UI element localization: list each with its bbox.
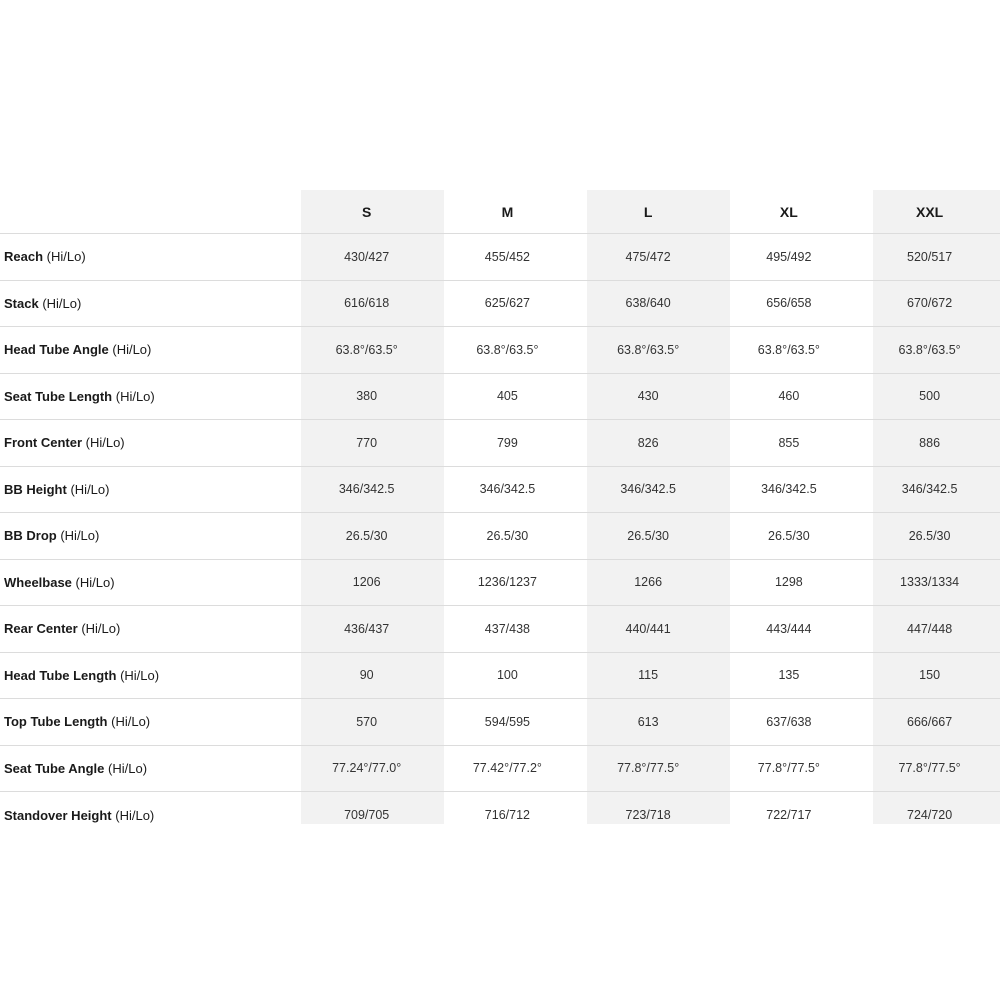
cell-value: 1266	[634, 575, 663, 590]
cell-value: 436/437	[344, 621, 390, 636]
row-label-name: Reach	[4, 249, 44, 265]
row-label-name: BB Drop	[4, 528, 57, 544]
cell-value: 443/444	[766, 621, 812, 636]
cell-value: 135	[778, 668, 800, 683]
table-header-row	[0, 190, 1000, 234]
cell-value: 77.8°/77.5°	[757, 761, 820, 776]
cell-value: 63.8°/63.5°	[335, 342, 398, 357]
cell-value: 495/492	[766, 249, 812, 264]
table-row	[0, 234, 1000, 281]
cell-value: 77.24°/77.0°	[332, 761, 402, 776]
cell-value: 346/342.5	[479, 482, 536, 497]
cell-value: 430	[637, 389, 659, 404]
cell-value: 625/627	[484, 296, 530, 311]
cell-value: 26.5/30	[486, 528, 529, 543]
cell-value: 115	[638, 668, 659, 683]
row-label	[0, 482, 296, 497]
table-row	[0, 746, 1000, 793]
row-label	[0, 668, 296, 683]
row-label-name: BB Height	[4, 481, 67, 497]
row-label	[0, 575, 296, 590]
cell-value: 63.8°/63.5°	[476, 342, 539, 357]
row-label	[0, 621, 296, 636]
table-row	[0, 281, 1000, 328]
row-label-name: Front Center	[4, 435, 82, 451]
cell-value: 770	[356, 435, 378, 450]
cell-value: 405	[496, 389, 518, 404]
cell-value: 440/441	[625, 621, 671, 636]
row-label-suffix: (Hi/Lo)	[46, 249, 86, 265]
cell-value: 346/342.5	[620, 482, 676, 497]
table-row	[0, 792, 1000, 824]
table-row	[0, 420, 1000, 467]
cell-value: 77.42°/77.2°	[472, 761, 542, 776]
row-label-suffix: (Hi/Lo)	[111, 714, 151, 730]
row-label-name: Wheelbase	[4, 574, 72, 590]
cell-value: 886	[919, 435, 941, 450]
row-label-suffix: (Hi/Lo)	[108, 760, 148, 776]
row-label-suffix: (Hi/Lo)	[85, 435, 125, 451]
cell-value: 430/427	[344, 249, 390, 264]
row-label-suffix: (Hi/Lo)	[115, 807, 155, 823]
cell-value: 1333/1334	[900, 575, 960, 590]
cell-value: 1236/1237	[477, 575, 537, 590]
geometry-table	[0, 190, 1000, 824]
cell-value: 475/472	[625, 249, 671, 264]
cell-value: 26.5/30	[908, 528, 951, 543]
cell-value: 637/638	[766, 714, 812, 729]
table-row	[0, 467, 1000, 514]
cell-value: 500	[919, 389, 941, 404]
table-row	[0, 606, 1000, 653]
cell-value: 613	[637, 714, 659, 729]
cell-value: 656/658	[766, 296, 812, 311]
row-label-suffix: (Hi/Lo)	[112, 342, 152, 358]
cell-value: 455/452	[484, 249, 530, 264]
row-label-name: Head Tube Angle	[4, 342, 109, 358]
cell-value: 570	[356, 714, 378, 729]
cell-value: 855	[778, 435, 800, 450]
row-label	[0, 761, 296, 776]
table-row	[0, 327, 1000, 374]
cell-value: 1206	[352, 575, 381, 590]
row-label	[0, 342, 296, 357]
row-label-name: Stack	[4, 295, 39, 311]
cell-value: 63.8°/63.5°	[757, 342, 820, 357]
row-label	[0, 528, 296, 543]
cell-value: 90	[359, 668, 374, 683]
cell-value: 1298	[774, 575, 803, 590]
table-row	[0, 374, 1000, 421]
row-label-name: Standover Height	[4, 807, 112, 823]
row-label	[0, 389, 296, 404]
row-label	[0, 808, 296, 823]
cell-value: 63.8°/63.5°	[898, 342, 961, 357]
row-label-suffix: (Hi/Lo)	[70, 481, 110, 497]
cell-value: 346/342.5	[338, 482, 395, 497]
row-label-name: Seat Tube Angle	[4, 760, 105, 776]
cell-value: 346/342.5	[901, 482, 958, 497]
cell-value: 77.8°/77.5°	[617, 761, 680, 776]
row-label	[0, 249, 296, 264]
size-header-m: M	[501, 203, 514, 220]
row-label-suffix: (Hi/Lo)	[115, 388, 155, 404]
cell-value: 100	[496, 668, 518, 683]
cell-value: 26.5/30	[345, 528, 388, 543]
cell-value: 716/712	[484, 808, 530, 823]
row-label-name: Seat Tube Length	[4, 388, 113, 404]
cell-value: 63.8°/63.5°	[617, 342, 680, 357]
cell-value: 638/640	[625, 296, 671, 311]
cell-value: 380	[356, 389, 378, 404]
row-label-suffix: (Hi/Lo)	[42, 295, 82, 311]
cell-value: 616/618	[344, 296, 390, 311]
cell-value: 666/667	[907, 714, 953, 729]
row-label-name: Top Tube Length	[4, 714, 108, 730]
cell-value: 826	[637, 435, 659, 450]
table-row	[0, 699, 1000, 746]
cell-value: 723/718	[625, 808, 671, 823]
row-label-suffix: (Hi/Lo)	[81, 621, 121, 637]
cell-value: 346/342.5	[761, 482, 817, 497]
cell-value: 520/517	[907, 249, 953, 264]
cell-value: 447/448	[907, 621, 953, 636]
row-label	[0, 714, 296, 729]
row-label-suffix: (Hi/Lo)	[60, 528, 100, 544]
table-row	[0, 653, 1000, 700]
row-label-suffix: (Hi/Lo)	[120, 667, 160, 683]
row-label	[0, 435, 296, 450]
row-label	[0, 296, 296, 311]
cell-value: 799	[496, 435, 518, 450]
cell-value: 722/717	[766, 808, 812, 823]
cell-value: 26.5/30	[627, 528, 669, 543]
cell-value: 594/595	[484, 714, 530, 729]
size-header-l: L	[643, 203, 653, 220]
cell-value: 709/705	[344, 808, 390, 823]
cell-value: 150	[919, 668, 941, 683]
table-row	[0, 560, 1000, 607]
row-label-suffix: (Hi/Lo)	[75, 574, 115, 590]
size-header-s: S	[361, 203, 372, 220]
cell-value: 437/438	[484, 621, 530, 636]
cell-value: 670/672	[907, 296, 953, 311]
cell-value: 26.5/30	[768, 528, 810, 543]
row-label-name: Rear Center	[4, 621, 78, 637]
cell-value: 77.8°/77.5°	[898, 761, 961, 776]
table-row	[0, 513, 1000, 560]
row-label-name: Head Tube Length	[4, 667, 117, 683]
cell-value: 460	[778, 389, 800, 404]
size-header-xl: XL	[779, 203, 798, 220]
size-header-xxl: XXL	[915, 203, 944, 220]
cell-value: 724/720	[907, 808, 953, 823]
